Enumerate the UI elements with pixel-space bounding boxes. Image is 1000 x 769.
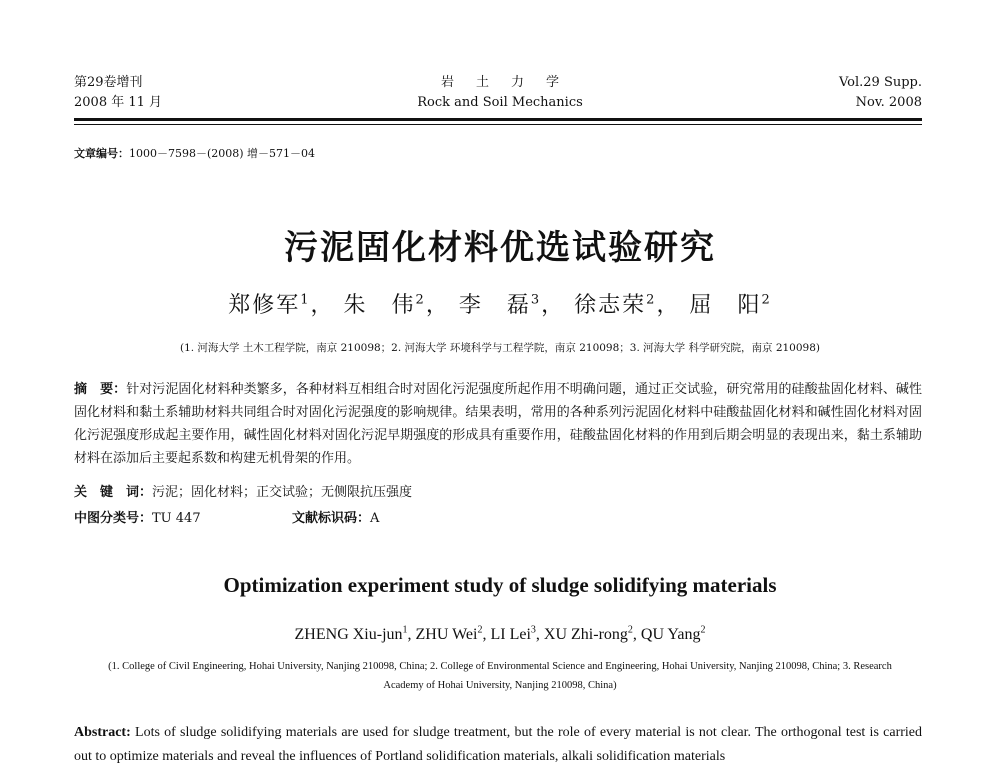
- author-list-en: [0, 625, 1000, 644]
- clc-label: 中图分类号：: [74, 511, 153, 526]
- journal-volume-info-en: [839, 73, 922, 113]
- clc-number: [74, 507, 201, 526]
- author-en: XU Zhi-rong$^2$,: [543, 625, 641, 644]
- abstract-en: [74, 721, 922, 769]
- article-number-value: 1000－7598－(2008) 增－571－04: [129, 147, 316, 160]
- abstract-en-label: Abstract:: [74, 725, 131, 740]
- author-cn: 朱 伟$^2$，: [343, 292, 450, 318]
- paper-title-en: Optimization experiment study of sludge solidifying materials: [223, 573, 777, 597]
- author-en: QU Yang$^2$: [640, 625, 706, 644]
- abstract-cn-text: 针对污泥固化材料种类繁多，各种材料互相组合时对固化污泥强度所起作用不明确问题，通过正交试验，研究常用的硅酸盐固化材料、碱性固化材料和黏土系辅助材料共同组合时对固化污泥强度的影响规律。结果表明，常用的各种系列污泥固化材料中硅酸盐固化材料和碱性固化材料对固化污泥强度形成起主要作用，碱性固化材料对固化污泥早期强度的形成具有重要作用，硅酸盐固化材料的作用到后期会明显的表现出来，黏土系辅助材料在添加后主要起系数和构建无机骨架的作用。: [74, 382, 922, 466]
- volume-en: Vol.29 Supp.: [838, 75, 922, 90]
- abstract-cn: [74, 378, 922, 470]
- clc-value: TU 447: [152, 511, 201, 526]
- journal-name-cn: 岩土力学: [440, 75, 581, 90]
- article-number-label: 文章编号：: [74, 147, 129, 160]
- issue-date-en: Nov. 2008: [855, 95, 922, 110]
- affiliations-en: (1. College of Civil Engineering, Hohai University, Nanjing 210098, China; 2. College of Environmental Science and Engineering, Hohai University, Nanjing 210098, China; 3. Research Academy of Hohai University, Nanjing 210098, China): [108, 661, 892, 691]
- journal-issue-info: [74, 73, 162, 113]
- paper-title-cn: 污泥固化材料优选试验研究: [284, 228, 716, 268]
- affiliations-cn: (1. 河海大学 土木工程学院，南京 210098；2. 河海大学 环境科学与工程学院，南京 210098；3. 河海大学 科学研究院，南京 210098): [179, 342, 821, 354]
- keywords-cn: [74, 481, 412, 500]
- author-cn: 屈 阳$^2$: [689, 292, 772, 318]
- keywords-cn-label: 关 键 词：: [74, 485, 153, 500]
- document-code-label: 文献标识码：: [292, 511, 371, 526]
- document-code-value: A: [370, 511, 380, 526]
- header-rule-thin: [74, 124, 922, 125]
- author-list-cn: [0, 288, 1000, 319]
- author-cn: 李 磊$^3$，: [458, 292, 566, 318]
- abstract-cn-label: 摘 要：: [74, 382, 127, 397]
- author-en: ZHU Wei$^2$,: [415, 625, 491, 644]
- abstract-en-text: Lots of sludge solidifying materials are used for sludge treatment, but the role of every material is not clear. The orthogonal test is carried out to optimize materials and reveal the influences of Portland solidification materials, alkali solidification materials: [74, 725, 922, 764]
- volume-supplement: 第29卷增刊: [74, 75, 143, 90]
- author-cn: 郑修军$^1$，: [228, 292, 335, 318]
- author-en: ZHENG Xiu-jun$^1$,: [294, 625, 416, 644]
- issue-date-cn: 2008 年 11 月: [74, 95, 163, 110]
- document-code: [292, 507, 379, 526]
- author-cn: 徐志荣$^2$，: [574, 292, 681, 318]
- author-en: LI Lei$^3$,: [490, 625, 544, 644]
- keywords-cn-text: 污泥；固化材料；正交试验；无侧限抗压强度: [152, 485, 413, 500]
- header-rule-thick: [74, 118, 922, 121]
- article-number: [74, 145, 315, 161]
- journal-name: [300, 73, 700, 113]
- journal-name-en: Rock and Soil Mechanics: [417, 95, 583, 110]
